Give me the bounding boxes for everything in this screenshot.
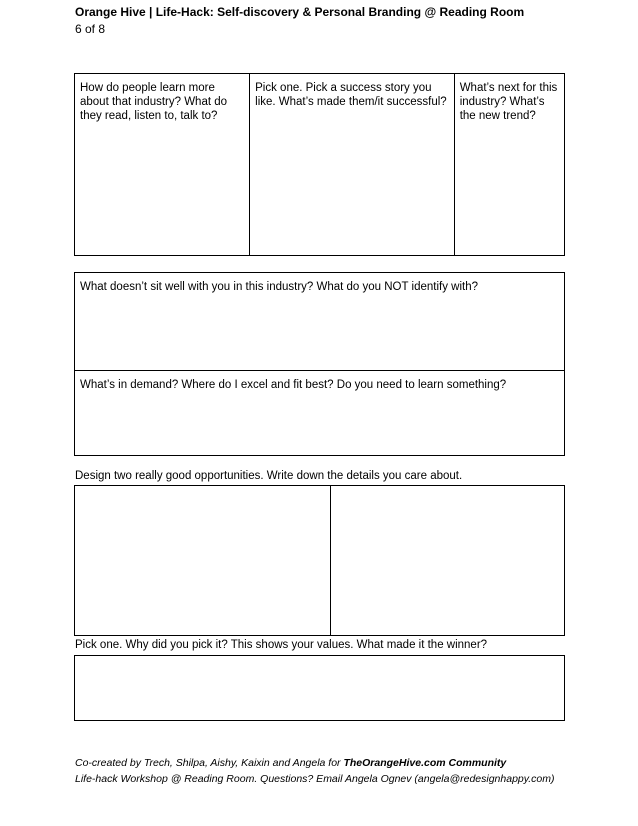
industry-trend-prompt: What’s next for this industry? What’s the new trend? bbox=[459, 82, 558, 122]
industry-trend-box[interactable] bbox=[454, 74, 564, 256]
footer-credits-text: Co-created by Trech, Shilpa, Aishy, Kaixin and Angela for bbox=[75, 757, 344, 769]
success-story-box[interactable] bbox=[250, 74, 455, 256]
in-demand-prompt: What’s in demand? Where do I excel and fit best? Do you need to learn something? bbox=[80, 379, 507, 391]
research-questions-table bbox=[74, 73, 565, 256]
not-identify-prompt: What doesn’t sit well with you in this industry? What do you NOT identify with? bbox=[80, 281, 478, 293]
footer-credits bbox=[75, 757, 506, 769]
pick-instruction: Pick one. Why did you pick it? This shows your values. What made it the winner? bbox=[75, 639, 488, 651]
page-number: 6 of 8 bbox=[75, 22, 106, 36]
learn-industry-prompt: How do people learn more about that industry? What do they read, listen to, talk to? bbox=[80, 82, 228, 122]
not-identify-box[interactable] bbox=[75, 273, 565, 371]
document-title: Orange Hive | Life-Hack: Self-discovery & Personal Branding @ Reading Room bbox=[75, 5, 525, 19]
opportunities-table bbox=[74, 485, 565, 636]
opportunities-instruction: Design two really good opportunities. Write down the details you care about. bbox=[75, 470, 463, 482]
fit-questions-table bbox=[74, 272, 565, 456]
community-name: TheOrangeHive.com Community bbox=[343, 757, 507, 769]
pick-answer-table bbox=[74, 655, 565, 721]
pick-answer-box[interactable] bbox=[75, 656, 565, 721]
opportunity-2-box[interactable] bbox=[331, 486, 565, 636]
success-story-prompt: Pick one. Pick a success story you like. What’s made them/it successful? bbox=[255, 82, 447, 108]
in-demand-box[interactable] bbox=[75, 371, 565, 456]
footer-contact: Life-hack Workshop @ Reading Room. Questions? Email Angela Ognev (angela@redesignhappy.com) bbox=[75, 773, 555, 785]
learn-industry-box[interactable] bbox=[75, 74, 250, 256]
opportunity-1-box[interactable] bbox=[75, 486, 331, 636]
